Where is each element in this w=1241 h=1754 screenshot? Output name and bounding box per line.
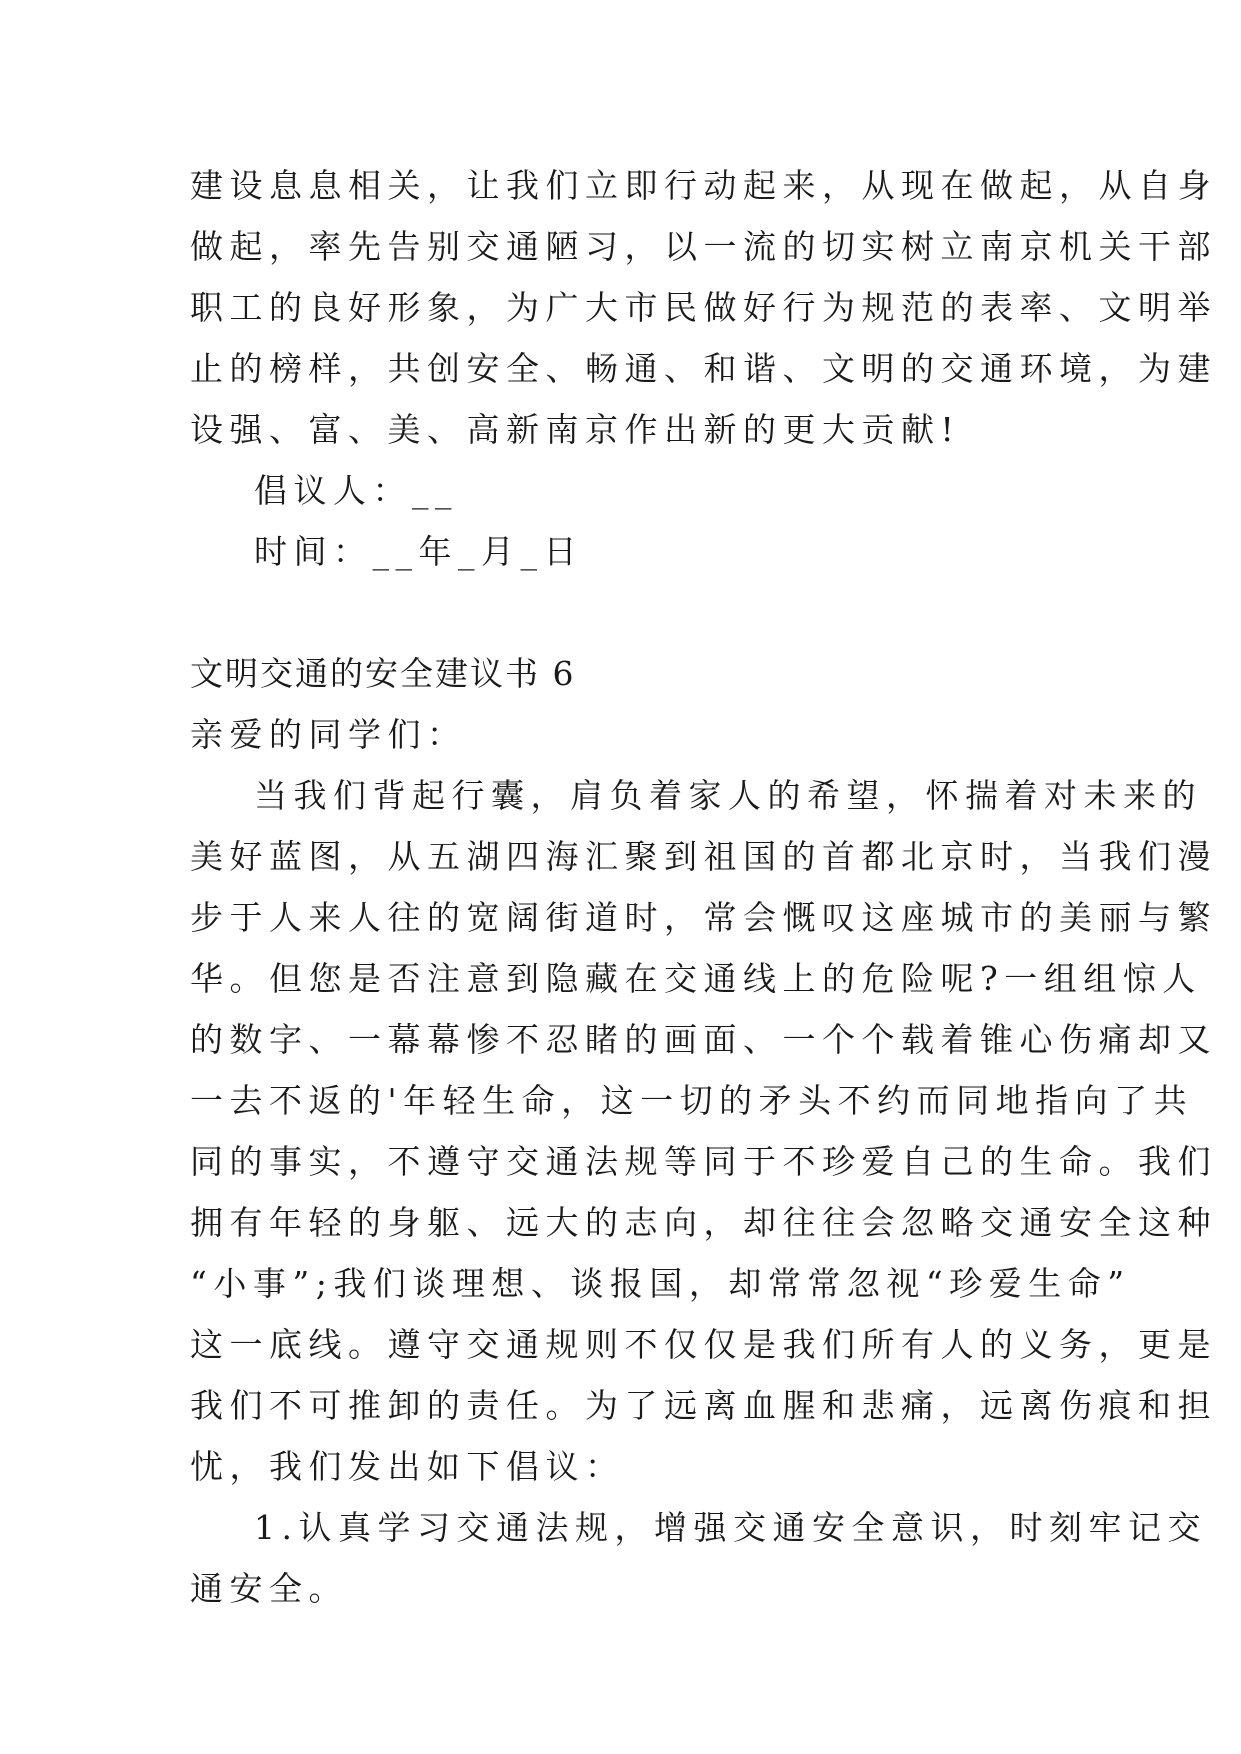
signature-block <box>190 460 1050 582</box>
blank-spacer <box>190 582 1050 643</box>
text-line: 设强、富、美、高新南京作出新的更大贡献! <box>190 410 961 449</box>
text-line: 的数字、一幕幕惨不忍睹的画面、一个个载着锥心伤痛却又 <box>190 1020 1217 1059</box>
text-line: 做起，率先告别交通陋习，以一流的切实树立南京机关干部 <box>190 227 1217 266</box>
salutation: 亲爱的同学们： <box>190 715 467 754</box>
closing-paragraph <box>190 155 1217 460</box>
text-line: 这一底线。遵守交通规则不仅仅是我们所有人的义务，更是 <box>190 1325 1217 1364</box>
text-line: 我们不可推卸的责任。为了远离血腥和悲痛，远离伤痕和担 <box>190 1386 1217 1425</box>
body-paragraph <box>190 765 1217 1497</box>
text-line: 一去不返的'年轻生命，这一切的矛头不约而同地指向了共 <box>190 1081 1194 1120</box>
section-6 <box>190 643 1217 1619</box>
text-line: 忧，我们发出如下倡议： <box>190 1447 625 1486</box>
text-line: 当我们背起行囊，肩负着家人的希望，怀揣着对未来的 <box>254 776 1202 815</box>
text-line: 通安全。 <box>190 1569 348 1608</box>
initiator-line: 倡议人：__ <box>254 471 458 510</box>
date-line: 时间：__年_月_日 <box>254 532 583 571</box>
document-page <box>190 155 1217 1619</box>
text-line: 1.认真学习交通法规，增强交通安全意识，时刻牢记交 <box>254 1508 1207 1547</box>
text-line: 华。但您是否注意到隐藏在交通线上的危险呢?一组组惊人 <box>190 959 1202 998</box>
section-title: 文明交通的安全建议书 6 <box>190 654 576 693</box>
text-line: 同的事实，不遵守交通法规等同于不珍爱自己的生命。我们 <box>190 1142 1217 1181</box>
text-line: 美好蓝图，从五湖四海汇聚到祖国的首都北京时，当我们漫 <box>190 837 1217 876</box>
text-line: 止的榜样，共创安全、畅通、和谐、文明的交通环境，为建 <box>190 349 1217 388</box>
text-line: 建设息息相关，让我们立即行动起来，从现在做起，从自身 <box>190 166 1217 205</box>
text-line: 职工的良好形象，为广大市民做好行为规范的表率、文明举 <box>190 288 1217 327</box>
text-line: 拥有年轻的身躯、远大的志向，却往往会忽略交通安全这种 <box>190 1203 1217 1242</box>
text-line: 步于人来人往的宽阔街道时，常会慨叹这座城市的美丽与繁 <box>190 898 1217 937</box>
text-line: “小事”;我们谈理想、谈报国，却常常忽视“珍爱生命” <box>190 1264 1131 1303</box>
list-item <box>190 1497 1207 1619</box>
